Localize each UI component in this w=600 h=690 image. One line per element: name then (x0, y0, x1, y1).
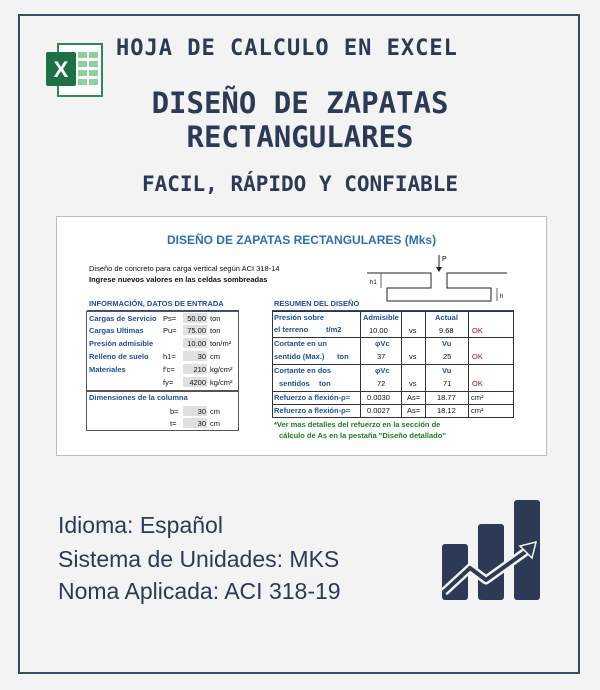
diagram-h-label: h (500, 294, 504, 300)
sheet-desc2: Ingrese nuevos valores en las celdas sombreadas (89, 275, 268, 284)
r2-vu: Vu (442, 339, 452, 348)
presion-unit: ton/m² (210, 339, 232, 348)
r3-actual: 71 (443, 379, 452, 388)
r2-ok: OK (472, 352, 483, 361)
r2-label-a: Cortante en un (274, 339, 327, 348)
growth-chart-icon (440, 498, 546, 602)
h1-unit: cm (210, 352, 220, 361)
dim-block-border (86, 391, 239, 431)
r1-label-b: el terreno (274, 325, 309, 334)
ps-input[interactable]: 50.00 (187, 314, 206, 323)
t-unit: cm (210, 419, 220, 428)
pu-input[interactable]: 75.00 (187, 326, 206, 335)
r2-phivc: φVc (375, 339, 390, 348)
main-title-line2: RECTANGULARES (186, 120, 414, 154)
h1-input[interactable]: 30 (197, 352, 206, 361)
r1-unit: t/m2 (326, 325, 342, 334)
summary-rule-2 (272, 364, 514, 365)
col-actual: Actual (435, 313, 458, 322)
fc-input[interactable]: 210 (193, 365, 206, 374)
h1-symbol: h1= (163, 352, 176, 361)
pu-symbol: Pu= (163, 326, 177, 335)
b-input[interactable]: 30 (197, 407, 206, 416)
r5-unit: cm² (471, 406, 484, 415)
t-input[interactable]: 30 (197, 419, 206, 428)
r4-unit: cm² (471, 393, 484, 402)
r2-admisible: 37 (377, 352, 386, 361)
r1-vs: vs (409, 326, 417, 335)
r5-label: Refuerzo a flexión-ρ= (274, 406, 351, 415)
summary-header: RESUMEN DEL DISEÑO (274, 299, 360, 308)
cargas-ultimas-label: Cargas Ultimas (89, 326, 144, 335)
col-admisible: Admisible (363, 313, 399, 322)
r1-label-a: Presión sobre (274, 313, 325, 322)
main-title-line1: DISEÑO DE ZAPATAS (151, 86, 449, 120)
t-symbol: t= (170, 419, 177, 428)
footing-diagram (367, 253, 517, 309)
r3-phivc: φVc (375, 366, 390, 375)
r2-unit: ton (337, 352, 349, 361)
sheet-title: DISEÑO DE ZAPATAS RECTANGULARES (Mks) (166, 233, 437, 247)
sheet-desc1: Diseño de concreto para carga vertical según ACI 318-14 (89, 264, 280, 273)
fc-symbol: f'c= (163, 365, 175, 374)
fc-unit: kg/cm² (210, 365, 233, 374)
r1-actual: 9.68 (439, 326, 454, 335)
summary-rule-1 (272, 337, 514, 338)
excel-logo-letter: X (53, 57, 69, 82)
r3-unit: ton (319, 379, 331, 388)
r4-rho: 0.0030 (367, 393, 390, 402)
r4-label: Refuerzo a flexión-ρ= (274, 393, 351, 402)
r3-ok: OK (472, 379, 483, 388)
r2-actual: 25 (443, 352, 452, 361)
relleno-label: Relleno de suelo (89, 352, 149, 361)
idioma-text: Idioma: Español (58, 512, 223, 538)
input-header: INFORMACIÓN, DATOS DE ENTRADA (89, 299, 224, 308)
b-symbol: b= (170, 407, 179, 416)
tagline: FACIL, RÁPIDO Y CONFIABLE (141, 172, 459, 196)
norma-text: Noma Aplicada: ACI 318-19 (58, 578, 341, 604)
sistema-text: Sistema de Unidades: MKS (58, 546, 340, 572)
ps-unit: ton (210, 314, 221, 323)
r5-actual: 18.12 (437, 406, 456, 415)
r3-label-a: Cortante en dos (274, 366, 332, 375)
main-title (0, 86, 600, 154)
r5-rho: 0.0027 (367, 406, 390, 415)
pu-unit: ton (210, 326, 221, 335)
r5-as: As= (407, 406, 421, 415)
presion-label: Presión admisible (89, 339, 154, 348)
materiales-label: Materiales (89, 365, 126, 374)
note-line1: *Ver mas detalles del refuerzo en la sección de (274, 420, 441, 429)
cargas-servicio-label: Cargas de Servicio (89, 314, 157, 323)
summary-rule-3 (272, 391, 514, 392)
note-line2: cálculo de As en la pestaña "Diseño detallado" (279, 431, 446, 440)
r3-admisible: 72 (377, 379, 386, 388)
spreadsheet-preview (56, 216, 547, 456)
fy-symbol: fy= (163, 378, 174, 387)
fy-unit: kg/cm² (210, 378, 233, 387)
fy-input[interactable]: 4200 (189, 378, 206, 387)
r3-vs: vs (409, 379, 417, 388)
presion-input[interactable]: 10.00 (187, 339, 206, 348)
r1-ok: OK (472, 326, 483, 335)
ps-symbol: Ps= (163, 314, 177, 323)
diagram-h1-label: h1 (370, 280, 377, 286)
r2-vs: vs (409, 352, 417, 361)
r1-admisible: 10.00 (369, 326, 388, 335)
r4-actual: 18.77 (437, 393, 456, 402)
input-block-border (86, 311, 239, 391)
dimensiones-label: Dimensiones de la columna (89, 393, 188, 402)
diagram-p-label: P (442, 256, 447, 263)
r4-as: As= (407, 393, 421, 402)
r3-label-b: sentidos (279, 379, 310, 388)
r2-label-b: sentido (Max.) (274, 352, 325, 361)
summary-rule-4 (272, 404, 514, 405)
b-unit: cm (210, 407, 220, 416)
header-line1: HOJA DE CALCULO EN EXCEL (116, 36, 458, 61)
r3-vu: Vu (442, 366, 452, 375)
